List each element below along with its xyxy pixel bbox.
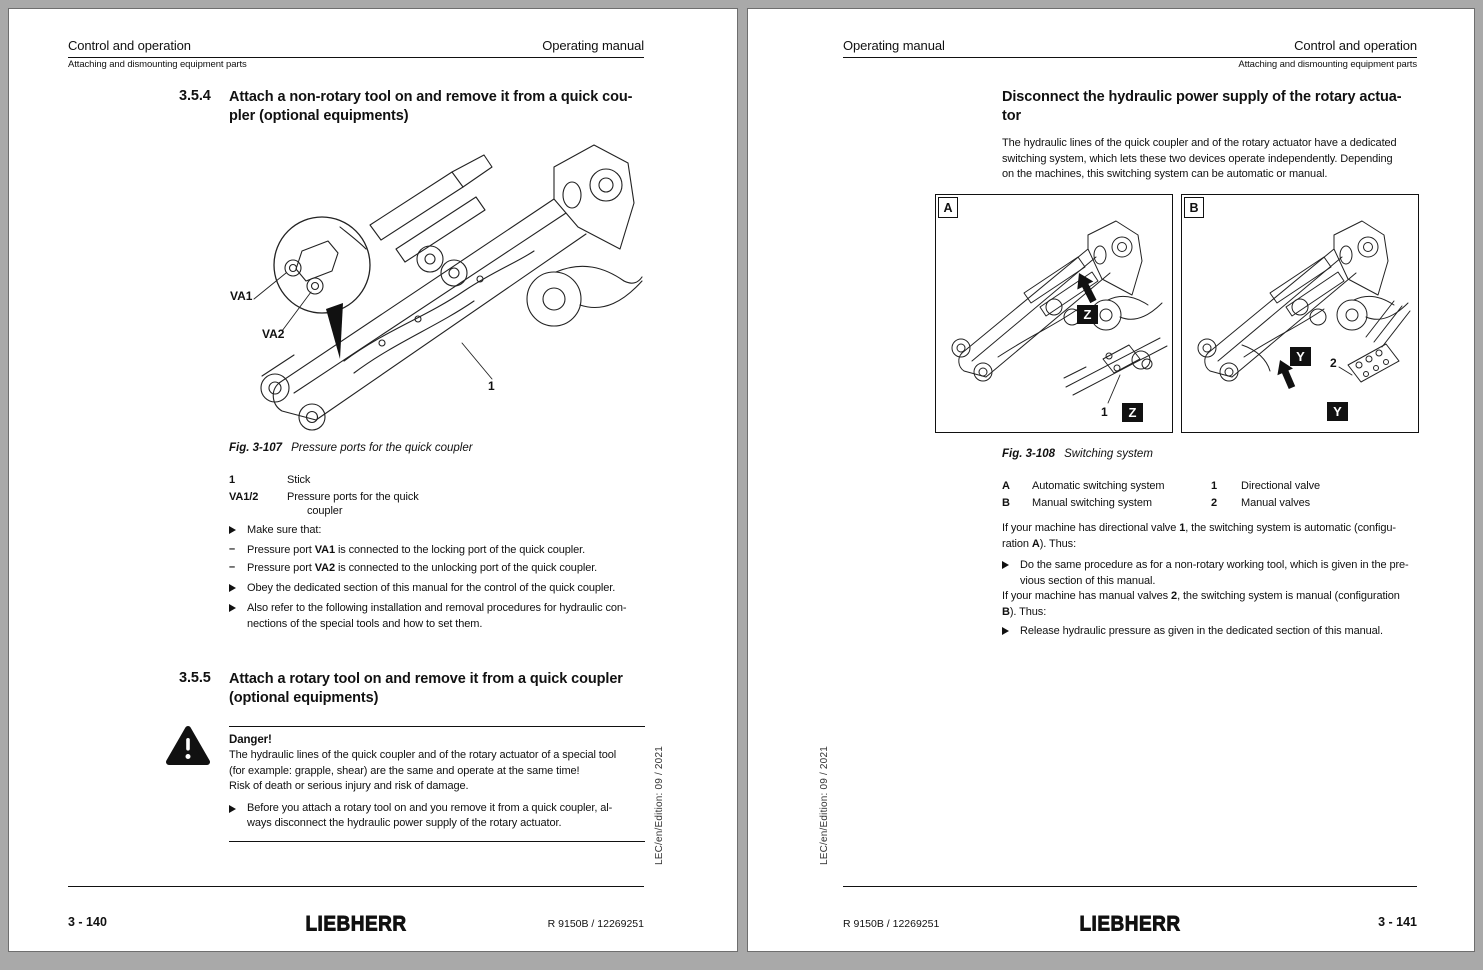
header-subtitle: Attaching and dismounting equipment parts [68,59,247,70]
panel-b-corner-label: B [1184,197,1204,218]
figure-panel-a [935,194,1173,433]
legend-key-1: 1 [1211,480,1218,492]
legend-value-pressure-ports: Pressure ports for the quick [287,491,419,503]
figure-label-va2: VA2 [262,327,285,341]
header-right-text: Operating manual [542,38,644,53]
header-right-text: Control and operation [1294,38,1417,53]
figure-3-108-caption: Fig. 3-108 Switching system [1002,448,1153,460]
paragraph-directional-valve: If your machine has directional valve 1, the switching system is automatic (configu- ration A). Thus: [1002,522,1396,550]
edition-note: LEC/en/Edition: 09 / 2021 [654,746,665,865]
warning-triangle-icon [165,725,211,772]
legend-value-2: Manual valves [1241,497,1311,509]
legend-key-va12: VA1/2 [229,491,259,503]
danger-title: Danger! [229,734,272,746]
disconnect-heading: Disconnect the hydraulic power supply of the rotary actua- tor [1002,89,1402,124]
section-354-number: 3.5.4 [179,88,211,104]
step-also-refer: Also refer to the following installation and removal procedures for hydraulic con- nections of the special tools and how to set them. [229,601,626,632]
detail-number-2: 2 [1330,356,1337,370]
figure-label-1: 1 [488,379,495,393]
legend-key-b: B [1002,497,1010,509]
header-left-text: Operating manual [843,38,945,53]
document-reference: R 9150B / 12269251 [843,918,940,930]
bullet-triangle-icon [229,604,236,612]
step-obey-section: Obey the dedicated section of this manual for the control of the quick coupler. [229,581,615,597]
figure-3-107 [222,129,652,439]
panel-a-line-drawing [936,195,1171,431]
legend-key-1: 1 [229,474,236,486]
step-dash-va1: – Pressure port VA1 is connected to the locking port of the quick coupler. [229,543,586,556]
page-number: 3 - 141 [1378,915,1417,929]
header-left-text: Control and operation [68,38,191,53]
liebherr-logo: LIEBHERR [305,912,407,937]
dash-icon: – [229,561,236,573]
footer-rule [843,886,1417,887]
edition-note: LEC/en/Edition: 09 / 2021 [819,746,830,865]
footer-rule [68,886,644,887]
section-355-number: 3.5.5 [179,670,211,686]
legend-value-1: Directional valve [1241,480,1321,492]
z-tag: Z [1077,305,1098,324]
danger-action: Before you attach a rotary tool on and you remove it from a quick coupler, al- ways disconnect the hydraulic power supply of the rotary actuator. [229,801,645,832]
z-tag: Z [1122,403,1143,422]
document-reference: R 9150B / 12269251 [547,918,644,930]
section-354-title: Attach a non-rotary tool on and remove it from a quick cou- pler (optional equipments) [229,89,633,124]
step-make-sure: Make sure that: [229,523,321,539]
dash-icon: – [229,543,236,555]
detail-pointer-wedge [326,303,343,359]
page-header [68,38,644,58]
panel-a-corner-label: A [938,197,958,218]
detail-number-1: 1 [1101,405,1108,419]
step-same-procedure: Do the same procedure as for a non-rotary working tool, which is given in the pre- vious section of this manual. [1002,558,1409,589]
header-subtitle: Attaching and dismounting equipment parts [1238,59,1417,70]
paragraph-manual-valves: If your machine has manual valves 2, the switching system is manual (configuration B). Thus: [1002,590,1400,618]
bullet-triangle-icon [229,584,236,592]
intro-paragraph: The hydraulic lines of the quick coupler and of the rotary actuator have a dedicated switching system, which lets these two devices operate independently. Depending on the machines, this switching system can be automatic or manual. [1002,137,1397,180]
page-header [843,38,1417,58]
bullet-triangle-icon [1002,561,1009,569]
figure-label-va1: VA1 [230,289,253,303]
bullet-triangle-icon [229,526,236,534]
panel-b-line-drawing [1182,195,1417,431]
step-dash-va2: – Pressure port VA2 is connected to the unlocking port of the quick coupler. [229,561,598,574]
step-release-pressure: Release hydraulic pressure as given in the dedicated section of this manual. [1002,624,1383,640]
y-tag: Y [1290,347,1311,366]
danger-notice: Danger! The hydraulic lines of the quick coupler and of the rotary actuator of a special tool (for example: grapple, shear) are the same and operate at the same time! Risk of death or serious injury and risk of damage. Before you attach a rotary tool on and you remove it from a quick coupler, al- ways disconnect the hydraulic power supply of the rotary actuator. [229,726,645,842]
liebherr-logo: LIEBHERR [1079,912,1181,937]
legend-value-a: Automatic switching system [1032,480,1165,492]
legend-value-pressure-ports-cont: coupler [307,505,343,517]
page-right [747,8,1475,952]
figure-3-107-caption: Fig. 3-107 Pressure ports for the quick coupler [229,442,473,454]
legend-value-stick: Stick [287,474,311,486]
bullet-triangle-icon [229,805,236,813]
bullet-triangle-icon [1002,627,1009,635]
legend-key-2: 2 [1211,497,1218,509]
page-number: 3 - 140 [68,915,107,929]
legend-value-b: Manual switching system [1032,497,1152,509]
page-left [8,8,738,952]
stick-line-drawing [222,129,652,439]
legend-key-a: A [1002,480,1010,492]
y-tag: Y [1327,402,1348,421]
section-355-title: Attach a rotary tool on and remove it from a quick coupler (optional equipments) [229,671,623,706]
figure-panel-b [1181,194,1419,433]
